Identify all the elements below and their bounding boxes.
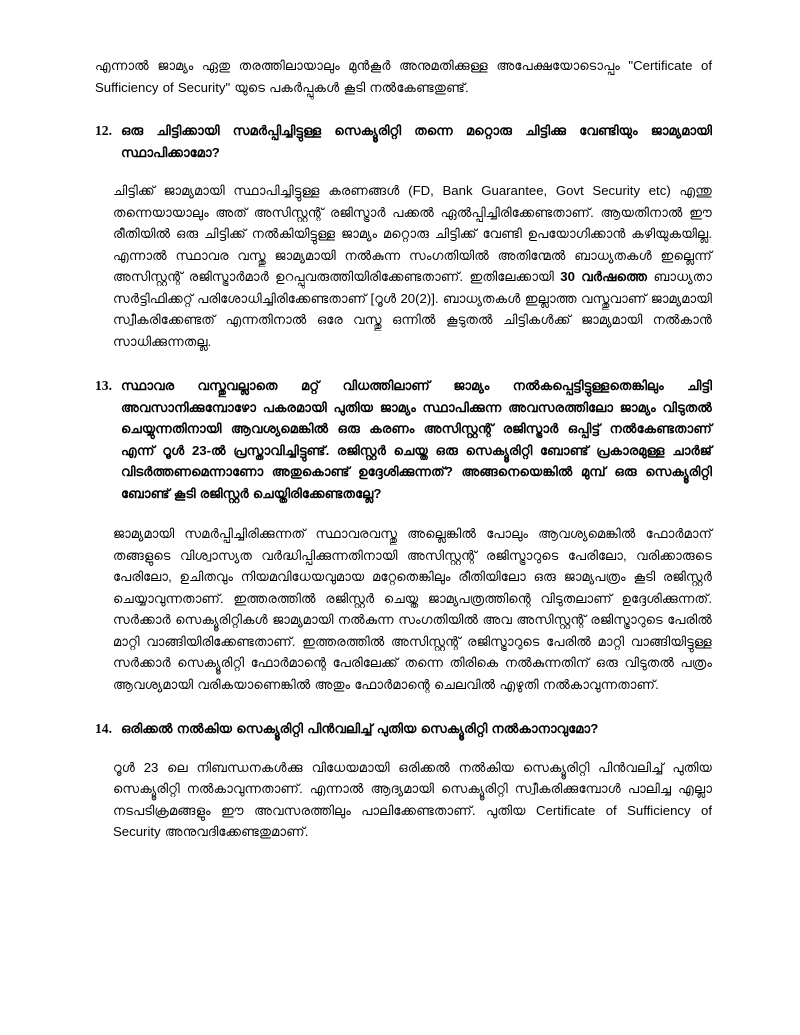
question-number-12: 12. — [95, 123, 112, 138]
answer-12-emphasis: 30 വർഷത്തെ — [560, 269, 648, 284]
answer-12-segment-1: ചിട്ടിക്ക് ജാമ്യമായി സ്ഥാപിച്ചിട്ടുള്ള കരണങ്ങൾ (FD, Bank Guarantee, Govt Security etc) എന്തു തന്നെയായാലും അത് അസിസ്റ്റന്റ് രജിസ്ട്രാർ പക്കൽ ഏൽപ്പിച്ചിരിക്കേണ്ടതാണ്. ആയതിനാൽ ഈ രീതിയിൽ ഒരു ചിട്ടിക്ക് നൽകിയിട്ടുള്ള ജാമ്യം മറ്റൊരു ചിട്ടിക്ക് വേണ്ടി ഉപയോഗിക്കാൻ കഴിയുകയില്ല. എന്നാൽ സ്ഥാവര വസ്തു ജാമ്യമായി നൽകുന്ന സംഗതിയിൽ അതിന്മേൽ ബാധ്യതകൾ ഇല്ലെന്ന് അസിസ്റ്റന്റ് രജിസ്ട്രാർമാർ ഉറപ്പുവരുത്തിയിരിക്കേണ്ടതാണ്. ഇതിലേക്കായി — [113, 183, 712, 284]
lead-paragraph: എന്നാൽ ജാമ്യം ഏതു തരത്തിലായാലും മുൻകൂർ അനുമതിക്കുള്ള അപേക്ഷയോടൊപ്പം "Certificate of Sufficiency of Security" യുടെ പകർപ്പുകൾ കൂടി നൽകേണ്ടതുണ്ട്. — [95, 58, 712, 95]
answer-12-segment-2: ബാധ്യതാ സർട്ടിഫിക്കറ്റ് പരിശോധിച്ചിരിക്കേണ്ടതാണ് [റൂൾ 20(2)]. ബാധ്യതകൾ ഇല്ലാത്ത വസ്തുവാണ് ജാമ്യമായി സ്വീകരിക്കേണ്ടത് എന്നതിനാൽ ഒരേ വസ്തു ഒന്നിൽ കൂടുതൽ ചിട്ടികൾക്ക് ജാമ്യമായി നൽകാൻ സാധിക്കുന്നതല്ല. — [113, 269, 712, 349]
question-text-13: സ്ഥാവര വസ്തുവല്ലാതെ മറ്റ് വിധത്തിലാണ് ജാമ്യം നൽകപ്പെട്ടിട്ടുള്ളതെങ്കിലും ചിട്ടി അവസാനിക്കുമ്പോഴോ പകരമായി പുതിയ ജാമ്യം സ്ഥാപിക്കുന്ന അവസരത്തിലോ ജാമ്യം വിടുതൽ ചെയ്യുന്നതിനായി ആവശ്യമെങ്കിൽ ഒരു കരണം അസിസ്റ്റന്റ് രജിസ്ട്രാർ ഒപ്പിട്ട് നൽകേണ്ടതാണ് എന്ന് റൂൾ 23-ൽ പ്രസ്താവിച്ചിട്ടുണ്ട്. രജിസ്റ്റർ ചെയ്ത ഒരു സെക്യൂരിറ്റി ബോണ്ട് പ്രകാരമുള്ള ചാർജ് വിടർത്തണമെന്നാണോ അതുകൊണ്ട് ഉദ്ദേശിക്കുന്നത്? അങ്ങനെയെങ്കിൽ മുമ്പ് ഒരു സെക്യൂരിറ്റി ബോണ്ട് കൂടി രജിസ്റ്റർ ചെയ്തിരിക്കേണ്ടതല്ലേ? — [121, 378, 712, 501]
question-text-12: ഒരു ചിട്ടിക്കായി സമർപ്പിച്ചിട്ടുള്ള സെക്യൂരിറ്റി തന്നെ മറ്റൊരു ചിട്ടിക്കു വേണ്ടിയും ജാമ്യമായി സ്ഥാപിക്കാമോ? — [121, 123, 712, 160]
question-item-13 — [95, 375, 712, 504]
question-item-12 — [95, 120, 712, 163]
question-text-14: ഒരിക്കൽ നൽകിയ സെക്യൂരിറ്റി പിൻവലിച്ച് പുതിയ സെക്യൂരിറ്റി നൽകാനാവുമോ? — [121, 721, 599, 736]
question-number-14: 14. — [95, 721, 112, 736]
document-body — [95, 55, 712, 843]
answer-paragraph-13: ജാമ്യമായി സമർപ്പിച്ചിരിക്കുന്നത് സ്ഥാവരവസ്തു അല്ലെങ്കിൽ പോലും ആവശ്യമെങ്കിൽ ഫോർമാന് തങ്ങളുടെ വിശ്വാസ്യത വർദ്ധിപ്പിക്കുന്നതിനായി അസിസ്റ്റന്റ് രജിസ്ട്രാറുടെ പേരിലോ, വരിക്കാരുടെ പേരിലോ, ഉചിതവും നിയമവിധേയവുമായ മറ്റേതെങ്കിലും രീതിയിലോ ഒരു ജാമ്യപത്രം കൂടി രജിസ്റ്റർ ചെയ്യാവുന്നതാണ്. ഇത്തരത്തിൽ രജിസ്റ്റർ ചെയ്ത ജാമ്യപത്രത്തിന്റെ വിടുതലാണ് ഉദ്ദേശിക്കുന്നത്. സർക്കാർ സെക്യൂരിറ്റികൾ ജാമ്യമായി നൽകുന്ന സംഗതിയിൽ അവ അസിസ്റ്റന്റ് രജിസ്ട്രാറുടെ പേരിൽ മാറ്റി വാങ്ങിയിരിക്കേണ്ടതാണ്. ഇത്തരത്തിൽ അസിസ്റ്റന്റ് രജിസ്ട്രാറുടെ പേരിൽ മാറ്റി വാങ്ങിയിട്ടുള്ള സർക്കാർ സെക്യൂരിറ്റി ഫോർമാന്റെ പേരിലേക്ക് തന്നെ തിരികെ നൽകുന്നതിന് ഒരു വിടുതൽ പത്രം ആവശ്യമായി വരികയാണെങ്കിൽ അതും ഫോർമാന്റെ ചെലവിൽ എഴുതി നൽകാവുന്നതാണ്. — [113, 526, 712, 692]
question-item-14 — [95, 718, 712, 740]
answer-paragraph-14: റൂൾ 23 ലെ നിബന്ധനകൾക്കു വിധേയമായി ഒരിക്കൽ നൽകിയ സെക്യൂരിറ്റി പിൻവലിച്ച് പുതിയ സെക്യൂരിറ്റി നൽകാവുന്നതാണ്. എന്നാൽ ആദ്യമായി സെക്യൂരിറ്റി സ്വീകരിക്കുമ്പോൾ പാലിച്ച എല്ലാ നടപടിക്രമങ്ങളും ഈ അവസരത്തിലും പാലിക്കേണ്ടതാണ്. പുതിയ Certificate of Sufficiency of Security അനുവദിക്കേണ്ടതുമാണ്. — [113, 759, 712, 839]
answer-paragraph-12 — [113, 180, 712, 352]
question-number-13: 13. — [95, 378, 112, 393]
